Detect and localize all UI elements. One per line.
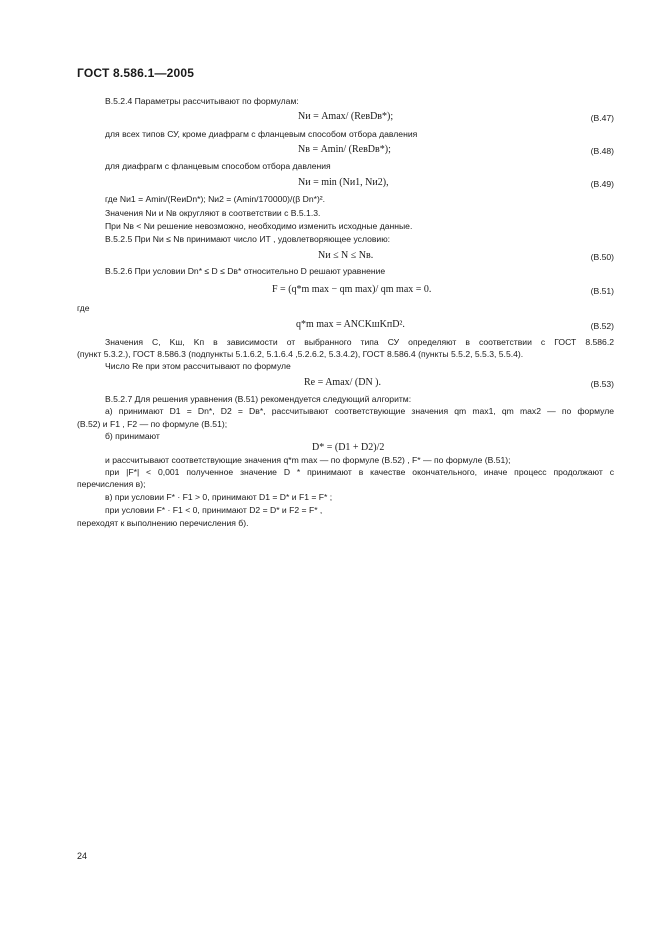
text-line: переходят к выполнению перечисления б). <box>77 518 249 528</box>
formula: Nи = Amax/ (ReвDв*); <box>298 111 394 122</box>
formula: Nи ≤ N ≤ Nв. <box>318 250 374 261</box>
text-line: б) принимают <box>105 431 160 441</box>
formula-number: (В.49) <box>590 179 614 189</box>
text-line: При Nв < Nи решение невозможно, необходимо изменить исходные данные. <box>105 221 413 231</box>
text-line: для всех типов СУ, кроме диафрагм с фланцевым способом отбора давления <box>105 129 418 139</box>
text-line: В.5.2.4 Параметры рассчитывают по формулам: <box>105 96 299 106</box>
text-line: В.5.2.6 При условии Dn* ≤ D ≤ Dв* относительно D решают уравнение <box>105 266 386 276</box>
page-number: 24 <box>77 851 88 861</box>
formula-number: (В.48) <box>590 146 614 156</box>
text-line: (В.52) и F1 , F2 — по формуле (В.51); <box>77 419 228 429</box>
text-line: при |F*| < 0,001 полученное значение D * принимают в качестве окончательного, иначе процесс продолжают с <box>105 467 614 477</box>
text-line: в) при условии F* · F1 > 0, принимают D1 = D* и F1 = F* ; <box>105 492 333 502</box>
formula-number: (В.50) <box>590 252 614 262</box>
text-line: и рассчитывают соответствующие значения q*m max — по формуле (В.52) , F* — по формуле (В.51); <box>105 455 511 465</box>
text-line: при условии F* · F1 < 0, принимают D2 = D* и F2 = F* , <box>105 505 323 515</box>
formula: D* = (D1 + D2)/2 <box>312 442 385 453</box>
formula-number: (В.53) <box>590 379 614 389</box>
text-line: а) принимают D1 = Dn*, D2 = Dв*, рассчитывают соответствующие значения qm max1, qm max2 — по формуле <box>105 406 614 416</box>
text-line: В.5.2.5 При Nи ≤ Nв принимают число ИТ , удовлетворяющее условию: <box>105 234 391 244</box>
formula: Re = Amax/ (DN ). <box>304 377 382 388</box>
text-line: для диафрагм с фланцевым способом отбора давления <box>105 161 331 171</box>
text-line: В.5.2.7 Для решения уравнения (В.51) рекомендуется следующий алгоритм: <box>105 394 412 404</box>
text-line: (пункт 5.3.2.), ГОСТ 8.586.3 (подпункты 5.1.6.2, 5.1.6.4 ,5.2.6.2, 5.3.4.2), ГОСТ 8.586.4 (пункты 5.5.2, 5.5.3, 5.5.4). <box>77 349 524 359</box>
text-line: Значения C, Kш, Kп в зависимости от выбранного типа СУ определяют в соответствии с ГОСТ 8.586.2 <box>105 337 614 347</box>
text-line: где Nи1 = Amin/(ReиDn*); Nи2 = (Amin/170000)/(β Dn*)². <box>105 194 326 204</box>
formula: Nв = Amin/ (ReвDв*); <box>298 144 391 155</box>
document-header: ГОСТ 8.586.1—2005 <box>77 66 195 80</box>
formula-number: (В.47) <box>590 113 614 123</box>
formula: Nи = min (Nи1, Nи2), <box>298 177 389 188</box>
formula: q*m max = ANCKшKпD². <box>296 319 405 330</box>
text-line: Значения Nи и Nв округляют в соответствии с В.5.1.3. <box>105 208 321 218</box>
formula: F = (q*m max − qm max)/ qm max = 0. <box>272 284 432 295</box>
formula-number: (В.51) <box>590 286 614 296</box>
text-line: где <box>77 303 90 313</box>
text-line: перечисления в); <box>77 479 146 489</box>
formula-number: (В.52) <box>590 321 614 331</box>
text-line: Число Re при этом рассчитывают по формуле <box>105 361 291 371</box>
